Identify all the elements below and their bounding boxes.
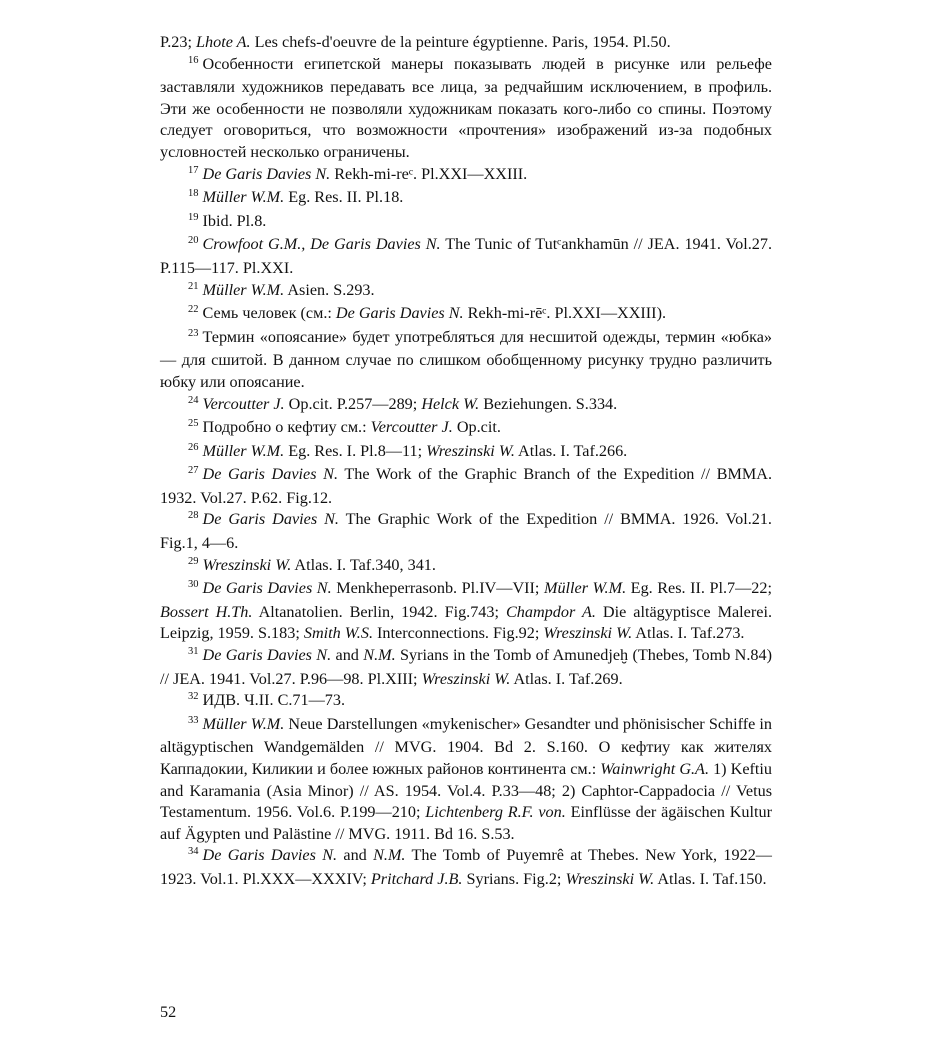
footnote-text: Asien. S.293. <box>284 280 375 299</box>
page-number: 52 <box>160 1003 177 1021</box>
footnote-number: 33 <box>188 714 199 726</box>
author-name: Wreszinski W. <box>421 669 511 688</box>
footnote-text: The Graphic Work of the Expedition // BMMA. 1926. Vol.21. Fig.1, 4—6. <box>160 510 772 553</box>
footnote-text: Термин «опоясание» будет употребляться для несшитой одежды, термин «юбка» — для сшитой. В данном случае по слишком обобщенному рисунку трудно различить юбку или опоясание. <box>160 327 772 391</box>
footnote-text: Op.cit. <box>452 418 501 437</box>
footnote-number: 17 <box>188 164 199 176</box>
author-name: De Garis Davies N. <box>202 465 338 484</box>
footnote <box>160 417 772 441</box>
footnote <box>160 714 772 846</box>
footnote <box>160 394 772 418</box>
footnote <box>160 845 772 890</box>
footnote-text: and <box>331 646 364 665</box>
author-name: Wreszinski W. <box>202 555 292 574</box>
footnote-number: 22 <box>188 304 199 316</box>
footnote-number: 26 <box>188 441 199 453</box>
footnote-text: Rekh-mi-rēᶜ. Pl.XXI—XXIII). <box>463 304 667 323</box>
footnote-text: Op.cit. P.257—289; <box>284 394 422 413</box>
author-name: Wreszinski W. <box>426 441 515 460</box>
footnote-number: 24 <box>188 394 199 406</box>
footnote-number: 31 <box>188 646 199 658</box>
author-name: De Garis Davies N. <box>202 646 332 665</box>
footnote-text: Syrians in the Tomb of Amunedjeḫ (Thebes, Tomb N.84) // JEA. 1941. Vol.27. P.96—98. Pl.XIII; <box>160 646 772 688</box>
footnote-text: Die altägyptisce Malerei. Leipzig, 1959. S.183; <box>160 602 772 643</box>
footnote-text: Семь человек (см.: <box>202 304 336 323</box>
footnote-number: 32 <box>188 691 199 703</box>
footnote-text: Syrians. Fig.2; <box>462 869 566 888</box>
author-name: Vercoutter J. <box>202 394 285 413</box>
footnote-number: 34 <box>188 846 199 858</box>
author-name: Lichtenberg R.F. von. <box>425 803 566 822</box>
author-name: Müller W.M. <box>202 714 285 733</box>
author-name: Müller W.M. <box>202 188 285 207</box>
footnote-text: Ibid. Pl.8. <box>202 211 267 230</box>
footnote-text: Atlas. I. Taf.340, 341. <box>291 555 436 574</box>
footnote-text: Neue Darstellungen «mykenischer» Gesandter und phönisischer Schiffe in altägyptischen Wandgemälden // MVG. 1904. Bd 2. S.160. О кефтиу как жителях Каппадокии, Киликии и более южных районов континента см.: <box>160 714 772 778</box>
footnote <box>160 690 772 714</box>
footnote <box>160 509 772 554</box>
footnote-number: 27 <box>188 465 199 477</box>
footnote-text: The Work of the Graphic Branch of the Expedition // BMMA. 1932. Vol.27. P.62. Fig.12. <box>160 465 772 507</box>
footnote-text: P.23; <box>160 33 196 51</box>
footnote-text: ИДВ. Ч.II. С.71—73. <box>202 691 346 710</box>
footnote-text: Atlas. I. Taf.266. <box>514 441 628 460</box>
footnote-text: Altanatolien. Berlin, 1942. Fig.743; <box>252 602 506 621</box>
footnote <box>160 54 772 164</box>
footnote <box>160 234 772 279</box>
footnote <box>160 555 772 579</box>
author-name: Lhote A. <box>196 33 251 51</box>
footnote-number: 25 <box>188 418 199 430</box>
author-name: Wainwright G.A. <box>600 760 709 778</box>
footnote <box>160 578 772 645</box>
author-name: De Garis Davies N. <box>202 846 338 865</box>
author-name: Champdor A. <box>506 602 596 621</box>
footnote-text: Eg. Res. II. Pl.7—22; <box>626 579 772 598</box>
footnote <box>160 645 772 690</box>
author-name: Müller W.M. <box>202 280 285 299</box>
author-name: Müller W.M. <box>543 579 627 598</box>
author-name: De Garis Davies N. <box>202 579 332 598</box>
footnote-number: 28 <box>188 510 199 522</box>
footnote-number: 18 <box>188 188 199 200</box>
author-name: Helck W. <box>421 394 480 413</box>
footnote-text: and <box>337 846 374 865</box>
footnote <box>160 464 772 509</box>
footnote-number: 19 <box>188 211 199 223</box>
footnote-number: 21 <box>188 280 199 292</box>
author-name: N.M. <box>363 646 396 665</box>
author-name: De Garis Davies N. <box>335 304 464 323</box>
footnote-text: 1) Keftiu and Karamania (Asia Minor) // AS. 1954. Vol.4. P.33—48; 2) Caphtor-Cappadocia // Vetus Testamentum. 1956. Vol.6. P.199—210; <box>160 760 772 822</box>
footnote <box>160 441 772 465</box>
footnote-number: 30 <box>188 579 199 591</box>
footnote-text: Особенности египетской манеры показывать людей в рисунке или рельефе заставляли художников передавать все лица, за редчайшим исключением, в профиль. Эти же особенности не позволяли художникам показать кого-либо со спины. Поэтому следует оговориться, что возможности «прочтения» изображений из-за подобных условностей несколько ограничены. <box>160 54 772 161</box>
footnote-text: Atlas. I. Taf.269. <box>510 669 623 688</box>
author-name: Müller W.M. <box>202 441 285 460</box>
author-name: N.M. <box>373 846 406 865</box>
footnote-text: Eg. Res. I. Pl.8—11; <box>284 441 427 460</box>
author-name: De Garis Davies N. <box>202 164 331 183</box>
author-name: Vercoutter J. <box>370 418 453 437</box>
author-name: Wreszinski W. <box>565 869 655 888</box>
footnote-number: 23 <box>188 327 199 339</box>
author-name: Bossert H.Th. <box>160 602 253 621</box>
footnote <box>160 32 772 54</box>
footnote-number: 20 <box>188 235 199 247</box>
footnote-text: Подробно о кефтиу см.: <box>202 418 371 437</box>
footnote <box>160 327 772 394</box>
footnote <box>160 280 772 304</box>
footnote <box>160 187 772 211</box>
footnote-number: 16 <box>188 54 199 66</box>
footnote-text: Beziehungen. S.334. <box>479 394 618 413</box>
author-name: Crowfoot G.M., De Garis Davies N. <box>202 235 441 254</box>
footnote <box>160 303 772 327</box>
footnote <box>160 211 772 235</box>
author-name: Wreszinski W. <box>543 624 633 643</box>
footnote-text: Les chefs-d'oeuvre de la peinture égyptienne. Paris, 1954. Pl.50. <box>250 33 671 51</box>
footnote-text: Eg. Res. II. Pl.18. <box>284 188 404 207</box>
footnote-text: Rekh-mi-reᶜ. Pl.XXI—XXIII. <box>330 164 528 183</box>
footnote-text: Atlas. I. Taf.150. <box>654 869 767 888</box>
footnote-text: Menkheperrasonb. Pl.IV—VII; <box>331 579 544 598</box>
author-name: Pritchard J.B. <box>370 869 463 888</box>
author-name: De Garis Davies N. <box>202 510 339 529</box>
footnote-text: Atlas. I. Taf.273. <box>632 624 745 643</box>
footnote-number: 29 <box>188 555 199 567</box>
author-name: Smith W.S. <box>303 624 373 643</box>
footnote-text: Interconnections. Fig.92; <box>373 624 544 643</box>
footnote-text: The Tomb of Puyemrê at Thebes. New York, 1922—1923. Vol.1. Pl.XXX—XXXIV; <box>160 846 772 888</box>
footnote <box>160 164 772 188</box>
footnote-text: Einflüsse der ägäischen Kultur auf Ägypten und Palästine // MVG. 1911. Bd 16. S.53. <box>160 803 772 843</box>
footnotes-column <box>160 32 772 891</box>
footnote-text: The Tunic of Tutᶜankhamūn // JEA. 1941. Vol.27. P.115—117. Pl.XXI. <box>160 235 773 277</box>
